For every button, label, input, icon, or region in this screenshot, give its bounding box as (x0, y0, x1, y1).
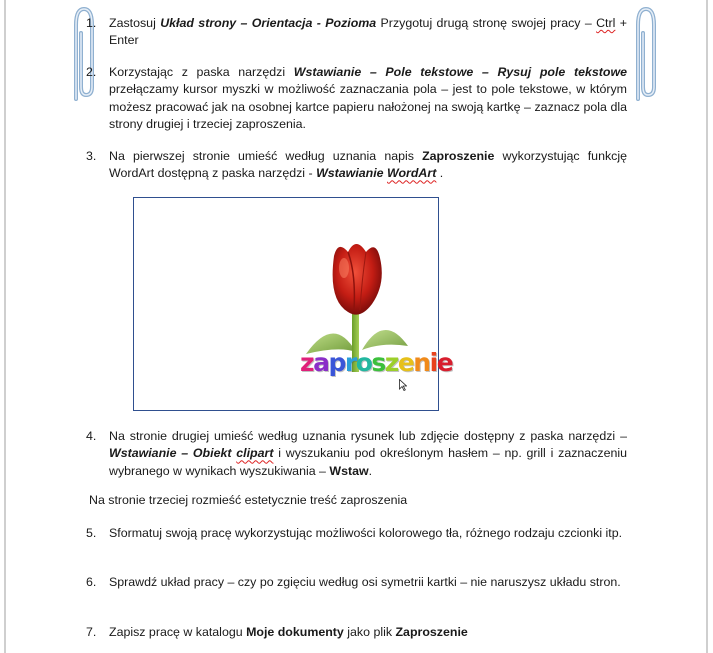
list-number: 3. (86, 149, 97, 163)
wordart-letter: a (313, 348, 329, 377)
inserted-image-frame[interactable] (133, 197, 453, 411)
paragraph-third-page: Na stronie trzeciej rozmieść estetycznie treść zaproszenia (89, 493, 408, 507)
list-number: 1. (86, 16, 97, 30)
list-text (109, 64, 627, 133)
text-segment: Korzystając z paska narzędzi (109, 65, 294, 79)
list-item (86, 148, 627, 183)
wordart-letter: z (300, 348, 314, 377)
text-segment: Na stronie drugiej umieść według uznania rysunek lub zdjęcie dostępny z paska narzędzi – (109, 429, 627, 443)
list-text (109, 15, 627, 50)
list-number: 4. (86, 429, 97, 443)
list-item (86, 574, 627, 591)
text-segment: wykorzystując funkcję WordArt dostępną z paska narzędzi - (109, 149, 627, 181)
wordart-letter: n (413, 348, 430, 377)
wordart-letter: p (328, 348, 345, 377)
list-text (109, 148, 627, 183)
wordart-letter: e (436, 348, 453, 377)
text-segment: Wstawianie (316, 166, 387, 181)
text-segment: i wyszukaniu pod określonym hasłem – np. grill i zaznaczeniu wybranego w wynikach wyszukiwania – (109, 446, 627, 478)
wordart-zaproszenie (300, 348, 452, 377)
mouse-cursor-icon (399, 379, 407, 391)
text-segment: Układ strony – Orientacja - Pozioma (160, 16, 377, 30)
text-segment: clipart (236, 446, 274, 461)
list-item (86, 15, 627, 50)
page-edge-right (706, 0, 708, 653)
list-item (86, 624, 627, 641)
wordart-letter: z (384, 348, 398, 377)
list-number: 7. (86, 625, 97, 639)
list-text (109, 624, 627, 641)
text-segment: WordArt (387, 166, 437, 181)
list-number: 5. (86, 526, 97, 540)
text-segment: Przygotuj drugą stronę swojej pracy – (376, 16, 597, 30)
text-segment: Moje dokumenty (246, 625, 344, 639)
list-text (109, 574, 627, 591)
text-segment: przełączamy kursor myszki w możliwość zaznaczania pola – jest to pole tekstowe, w którym możesz pracować jak na osobnej kartce papieru nałożonej na swoją kartkę – zaznacz pola dla strony drugiej i trzeciej zaproszenia. (109, 82, 627, 131)
list-text (109, 428, 627, 480)
text-segment: Zaproszenie (422, 149, 495, 163)
list-number: 6. (86, 575, 97, 589)
text-segment: Zaproszenie (395, 625, 468, 639)
wordart-letter: i (429, 348, 437, 377)
list-number: 2. (86, 65, 97, 79)
list-item (86, 525, 627, 542)
text-segment: Ctrl (596, 16, 616, 30)
page-edge-left (4, 0, 6, 653)
text-segment: Zastosuj (109, 16, 161, 30)
paperclip-right-icon (626, 3, 662, 103)
wordart-letter: r (344, 348, 356, 377)
text-segment: . (368, 463, 373, 478)
text-segment: Sprawdź układ pracy – czy po zgięciu według osi symetrii kartki – nie naruszysz układu stron. (109, 575, 621, 589)
text-segment: Wstawianie – Obiekt (109, 446, 237, 461)
list-item (86, 428, 627, 480)
wordart-letter: e (397, 348, 414, 377)
text-segment: Zapisz pracę w katalogu (109, 625, 247, 639)
wordart-letter: s (371, 348, 385, 377)
text-segment: Na pierwszej stronie umieść według uznania napis (109, 149, 423, 163)
text-segment: . (436, 166, 444, 181)
text-segment: Sformatuj swoją pracę wykorzystując możliwości kolorowego tła, różnego rodzaju czcionki itp. (109, 526, 623, 540)
text-segment: + Enter (109, 16, 627, 48)
text-segment: Wstawianie – Pole tekstowe – Rysuj pole tekstowe (293, 65, 627, 79)
wordart-letter: o (355, 348, 372, 377)
text-segment: jako plik (343, 625, 396, 639)
list-text (109, 525, 627, 542)
list-item (86, 64, 627, 133)
text-segment: Wstaw (329, 463, 369, 478)
